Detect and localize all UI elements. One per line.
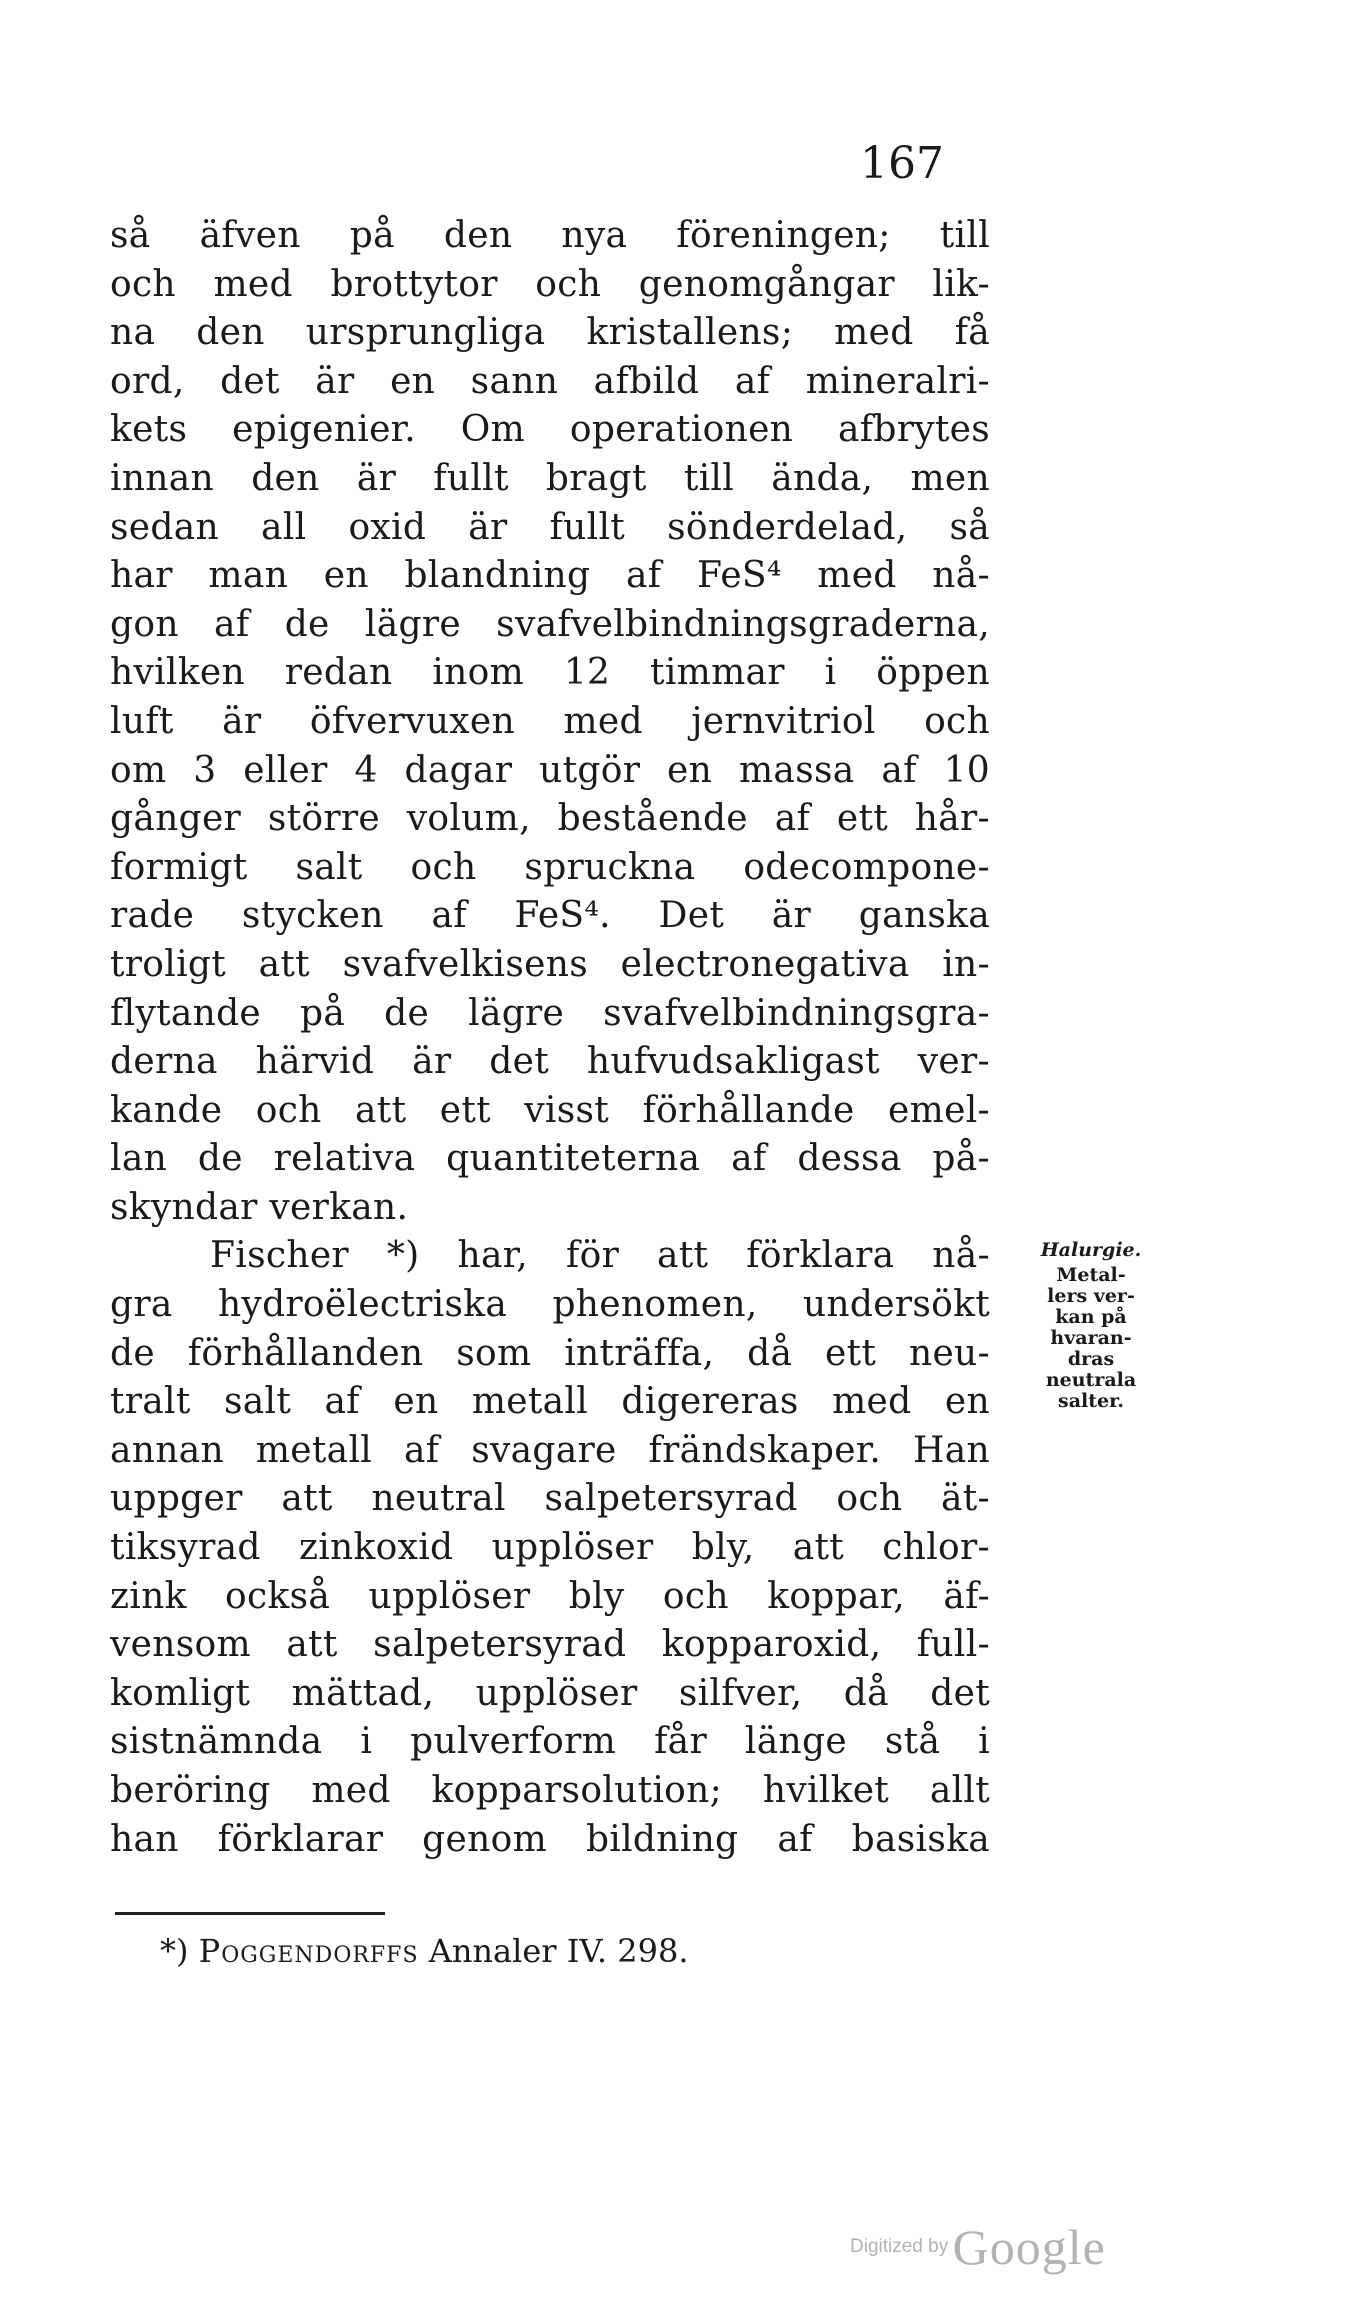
- footnote-title: Annaler: [428, 1932, 557, 1970]
- margin-note-line: lers ver-: [1047, 1285, 1135, 1307]
- margin-note-line: hvaran-: [1050, 1327, 1132, 1349]
- text-line: hvilken redan inom 12 timmar i öppen: [110, 652, 990, 694]
- page-number: 167: [860, 138, 944, 189]
- text-line: vensom att salpetersyrad kopparoxid, full-: [110, 1624, 990, 1666]
- text-line: formigt salt och spruckna odecompone-: [110, 846, 990, 888]
- text-line: na den ursprungliga kristallens; med få: [110, 312, 990, 354]
- footnote: [160, 1932, 689, 1970]
- text-line: gra hydroëlectriska phenomen, undersökt: [110, 1284, 990, 1326]
- text-line: luft är öfvervuxen med jernvitriol och: [110, 700, 990, 742]
- text-line: beröring med kopparsolution; hvilket allt: [110, 1770, 990, 1811]
- text-line: skyndar verkan.: [110, 1186, 409, 1228]
- body-text: [110, 212, 990, 1864]
- text-line: han förklarar genom bildning af basiska: [110, 1818, 990, 1860]
- text-line: sistnämnda i pulverform får länge stå i: [110, 1721, 990, 1763]
- text-line: om 3 eller 4 dagar utgör en massa af 10: [110, 749, 990, 791]
- margin-note-line: dras: [1067, 1348, 1115, 1370]
- text-line: zink också upplöser bly och koppar, äf-: [110, 1575, 990, 1617]
- text-line: sedan all oxid är fullt sönderdelad, så: [110, 506, 990, 548]
- text-line: tiksyrad zinkoxid upplöser bly, att chlor-: [110, 1527, 990, 1569]
- text-line: de förhållanden som inträffa, då ett neu-: [110, 1332, 990, 1374]
- margin-note-line: salter.: [1058, 1390, 1124, 1412]
- text-line: komligt mättad, upplöser silfver, då det: [110, 1672, 990, 1714]
- margin-note-line: Metal-: [1056, 1264, 1126, 1286]
- margin-note-line: neutrala: [1045, 1369, 1137, 1391]
- text-line: Fischer *) har, för att förklara nå-: [210, 1235, 990, 1277]
- text-line: gon af de lägre svafvelbindningsgraderna,: [110, 603, 990, 645]
- text-line: annan metall af svagare frändskaper. Han: [110, 1429, 990, 1471]
- text-line: så äfven på den nya föreningen; till: [110, 215, 990, 256]
- text-line: troligt att svafvelkisens electronegativa in-: [110, 943, 990, 985]
- watermark-prefix: Digitized by: [850, 2236, 949, 2257]
- margin-note-line: kan på: [1055, 1306, 1127, 1328]
- margin-note-heading: Halurgie.: [1040, 1239, 1142, 1261]
- footnote-author: Poggendorffs: [198, 1932, 419, 1970]
- text-line: kande och att ett visst förhållande emel-: [110, 1089, 990, 1131]
- text-line: och med brottytor och genomgångar lik-: [110, 263, 990, 305]
- text-line: gånger större volum, bestående af ett hår-: [110, 798, 990, 840]
- footnote-marker: *): [160, 1932, 189, 1970]
- text-line: ord, det är en sann afbild af mineralri-: [110, 360, 990, 402]
- text-line: lan de relativa quantiteterna af dessa på-: [110, 1138, 990, 1180]
- digitized-watermark: [850, 2218, 1106, 2276]
- text-line: flytande på de lägre svafvelbindningsgra-: [110, 992, 990, 1034]
- text-line: derna härvid är det hufvudsakligast ver-: [110, 1041, 990, 1083]
- text-line: kets epigenier. Om operationen afbrytes: [110, 409, 990, 451]
- text-line: uppger att neutral salpetersyrad och ät-: [110, 1478, 990, 1520]
- text-line: rade stycken af FeS⁴. Det är ganska: [110, 895, 990, 937]
- margin-note: [1036, 1240, 1146, 1412]
- footnote-reference: IV. 298.: [566, 1932, 689, 1970]
- text-line: tralt salt af en metall digereras med en: [110, 1381, 990, 1423]
- google-logo: Google: [952, 2219, 1106, 2275]
- text-line: innan den är fullt bragt till ända, men: [110, 457, 990, 499]
- footnote-divider: [115, 1912, 385, 1915]
- text-line: har man en blandning af FeS⁴ med nå-: [110, 555, 990, 597]
